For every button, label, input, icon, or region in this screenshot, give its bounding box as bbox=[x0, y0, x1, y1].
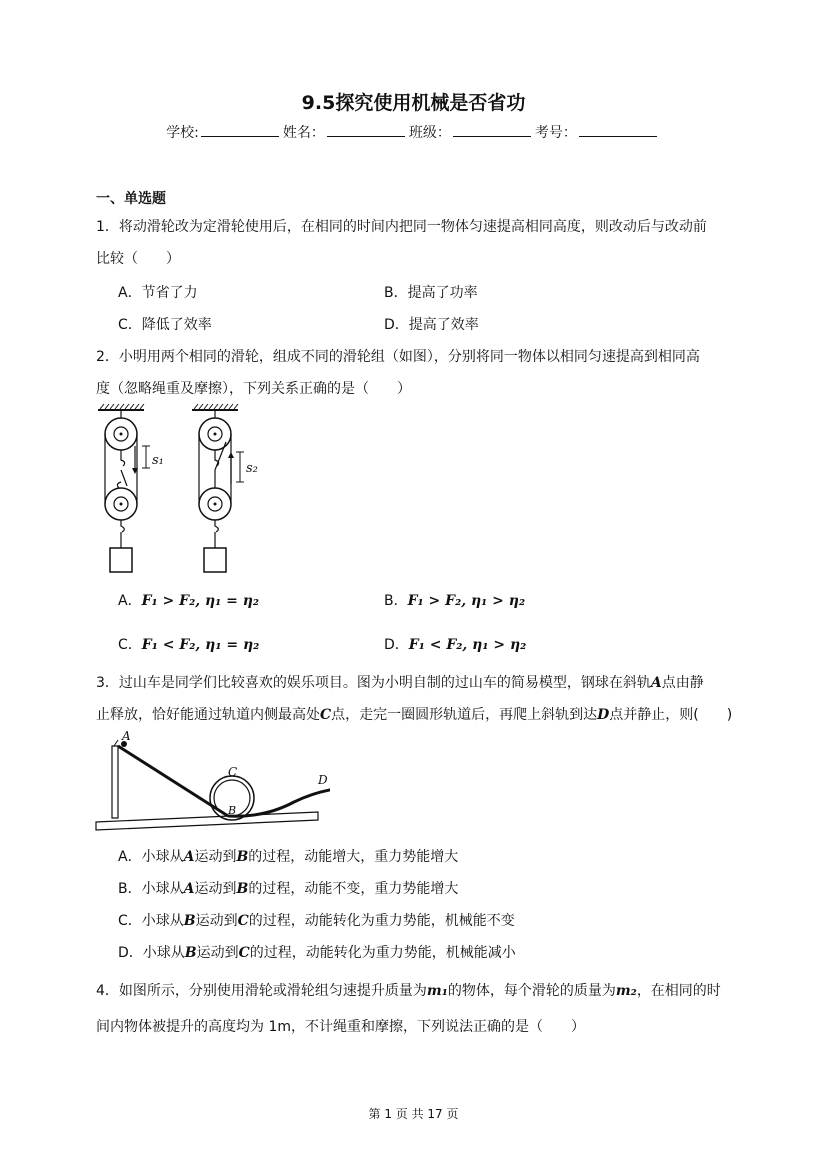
label-c: C bbox=[228, 765, 238, 779]
pulley-system-1 bbox=[98, 404, 164, 572]
q2-option-d: D．F₁ < F₂, η₁ > η₂ bbox=[384, 637, 527, 653]
q4-line-1: 4．如图所示，分别使用滑轮或滑轮组匀速提升质量为m₁的物体，每个滑轮的质量为m₂，在相同的时 bbox=[96, 983, 721, 999]
label-b: B bbox=[228, 804, 237, 817]
q3-line-1: 3．过山车是同学们比较喜欢的娱乐项目。图为小明自制的过山车的简易模型，钢球在斜轨A点由静 bbox=[96, 675, 704, 691]
base-board bbox=[96, 812, 318, 830]
name-blank bbox=[327, 124, 405, 137]
name-label: 姓名： bbox=[282, 125, 325, 141]
q2-option-c: C．F₁ < F₂, η₁ = η₂ bbox=[118, 637, 260, 653]
q3-line-2: 止释放，恰好能通过轨道内侧最高处C点，走完一圈圆形轨道后，再爬上斜轨到达D点并静止，则( ) bbox=[96, 707, 733, 723]
student-info-line bbox=[0, 122, 827, 142]
section-title: 一、单选题 bbox=[96, 191, 166, 207]
support-post bbox=[112, 746, 118, 818]
q3-option-b: B．小球从A运动到B的过程，动能不变，重力势能增大 bbox=[118, 881, 459, 897]
q2-option-a: A．F₁ > F₂, η₁ = η₂ bbox=[118, 593, 260, 609]
q1-option-b: B．提高了功率 bbox=[384, 285, 478, 301]
q1-line-1: 1．将动滑轮改为定滑轮使用后，在相同的时间内把同一物体匀速提高相同高度，则改动后与改动前 bbox=[96, 219, 707, 235]
label-s2: s₂ bbox=[246, 461, 258, 476]
school-label: 学校: bbox=[166, 125, 199, 141]
q3-option-c: C．小球从B运动到C的过程，动能转化为重力势能，机械能不变 bbox=[118, 913, 515, 929]
label-d: D bbox=[318, 773, 328, 787]
q3-option-d: D．小球从B运动到C的过程，动能转化为重力势能，机械能减小 bbox=[118, 945, 516, 961]
exam-no-blank bbox=[579, 124, 657, 137]
school-blank bbox=[201, 124, 279, 137]
q2-line-1: 2．小明用两个相同的滑轮，组成不同的滑轮组（如图），分别将同一物体以相同匀速提高到相同高 bbox=[96, 349, 700, 365]
roller-coaster-figure bbox=[94, 728, 330, 836]
q2-line-2: 度（忽略绳重及摩擦），下列关系正确的是（ ） bbox=[96, 381, 411, 397]
label-s1: s₁ bbox=[152, 453, 164, 468]
label-a: A bbox=[122, 729, 131, 743]
q1-option-a: A．节省了力 bbox=[118, 285, 198, 301]
q1-line-2: 比较（ ） bbox=[96, 251, 180, 267]
class-blank bbox=[453, 124, 531, 137]
q1-option-d: D．提高了效率 bbox=[384, 317, 479, 333]
page-footer: 第 1 页 共 17 页 bbox=[368, 1107, 459, 1121]
q3-option-a: A．小球从A运动到B的过程，动能增大，重力势能增大 bbox=[118, 849, 459, 865]
q2-option-b: B．F₁ > F₂, η₁ > η₂ bbox=[384, 593, 526, 609]
q4-line-2: 间内物体被提升的高度均为 1m，不计绳重和摩擦，下列说法正确的是（ ） bbox=[96, 1019, 585, 1035]
pulley-system-figure bbox=[94, 402, 274, 578]
page-title: 9.5探究使用机械是否省功 bbox=[301, 92, 526, 114]
exam-no-label: 考号： bbox=[534, 125, 577, 141]
pulley-system-2 bbox=[192, 404, 258, 572]
class-label: 班级： bbox=[408, 125, 451, 141]
q1-option-c: C．降低了效率 bbox=[118, 317, 212, 333]
